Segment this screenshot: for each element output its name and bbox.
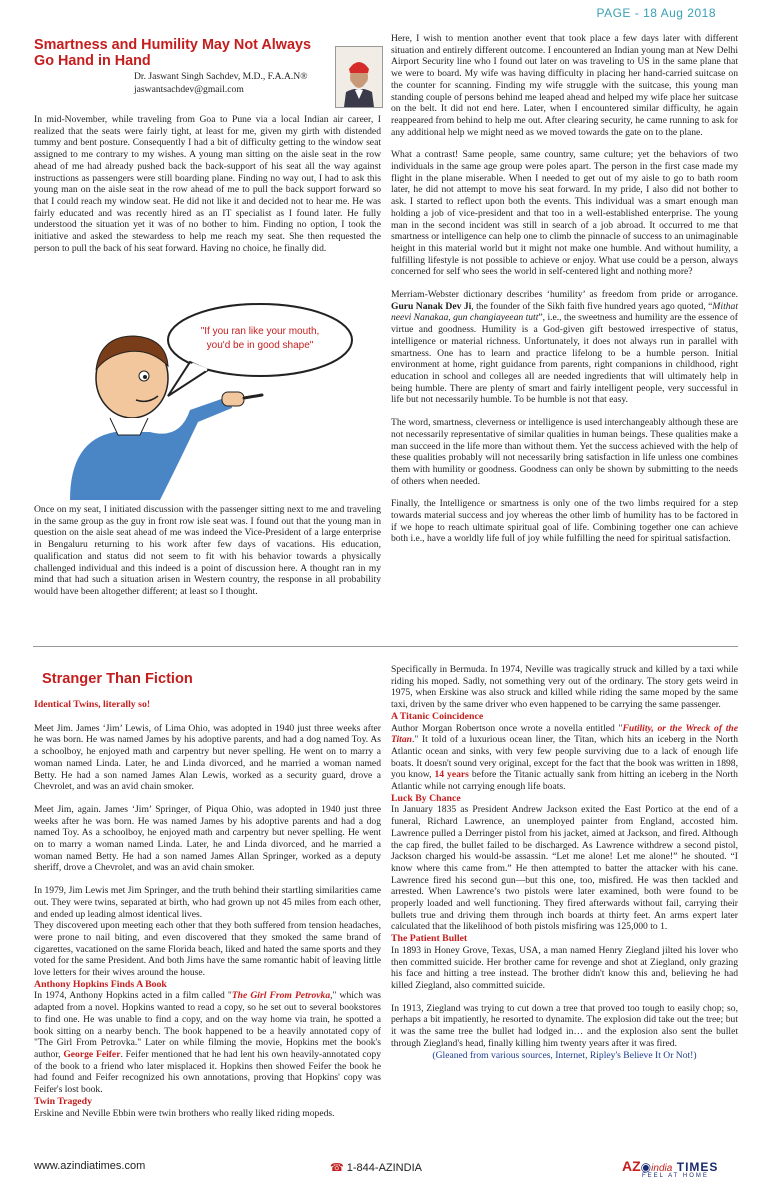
article-title-line2: Go Hand in Hand xyxy=(34,53,151,69)
paragraph: Merriam-Webster dictionary describes ‘humility’ as freedom from pride or arrogance. Guru Nanak Dev Ji, the founder of the Sikh faith five hundred years ago quoted, “Mithat neevi Nanakaa, gun changiayeean tutt”, i.e., the sweetness and humility are the essence of virtue and goodness. Humility is a God-given gift bestowed irrespective of status, intelligence or material richness. Unfortunately, it does not always run in parallel with smartness. One has to learn and practice lifelong to be a humble person. Initial environment at home, right guidance from parents, right companions in childhood, right education in school and colleges all are needed ingredients that will ultimately help in being humble. There are plenty of smart and fairly intelligent people, very successful in life but not necessarily humble. To be humble is not that easy. xyxy=(391,289,738,406)
subheading: Anthony Hopkins Finds A Book xyxy=(34,978,167,990)
footer-phone xyxy=(330,1161,422,1174)
paragraph: Specifically in Bermuda. In 1974, Neville was tragically struck and killed by a taxi while riding his moped. Sadly, not something very out of the ordinary. The story gets weird in 1975, when Erskine was also struck and killed while riding the same moped by the same taxi, driven by the same driver who even happened to be carrying the same passenger. xyxy=(391,664,738,711)
paragraph: Erskine and Neville Ebbin were twin brothers who really liked riding mopeds. xyxy=(34,1107,335,1119)
paragraph: Meet Jim, again. James ‘Jim’ Springer, of Piqua Ohio, was adopted in 1940 just three weeks after he was born. He was named James by his adoptive parents and had a dog named Toy. As a schoolboy, he enjoyed math and carpentry but never spelling. He went on to marry a woman named Linda. Later, he and Linda divorced, and he married a woman named Betty. He had a son named James Allan Springer, worked as a deputy sheriff, drove a Chevrolet, and was an avid chain smoker. xyxy=(34,803,381,874)
globe-icon: ◉ xyxy=(640,1160,652,1174)
footer-url[interactable]: www.azindiatimes.com xyxy=(34,1160,146,1172)
article-title xyxy=(34,37,334,69)
paragraph: Once on my seat, I initiated discussion with the passenger sitting next to me and traveling in the same group as the guy in front row isle seat was. I found out that the young man in question on the aisle seat ahead of me was indeed the Vice-President of a large enterprise in Bengaluru returning to his work after few days of vacations. His education, qualification and status did not seem to fit with his behavior towards a physically challenged individual and this indeed is a point of discussion here. A thought ran in my mind that had such a situation arisen in Western country, the response in all probability would have been altogether different; at least so I thought. xyxy=(34,504,381,597)
paragraph: In 1974, Anthony Hopkins acted in a film called "The Girl From Petrovka," which was adapted from a novel. Hopkins wanted to read a copy, so he set out to several bookstores to find one. He was unable to find a copy, and on the way home via train, he spotted a book sitting on a nearby bench. The book happened to be a heavily annotated copy of "The Girl From Petrovka." Later on while filming the movie, Hopkins met the book's author, George Feifer. Feifer mentioned that he had lent his own heavily-annotated copy of the book to a friend who later misplaced it. Hopkins then showed Feifer the book he had found and Feifer recognized his own annotations, proving that Hopkins' copy was Feifer's lost book. xyxy=(34,990,382,1096)
subheading: The Patient Bullet xyxy=(391,933,468,945)
guru-name: Guru Nanak Dev Ji xyxy=(391,300,472,312)
paragraph: What a contrast! Same people, same country, same culture; yet the behaviors of two individuals in the same age group were poles apart. The person in the first case made my flight in the plane miserable. When I needed to get out of my aisle to go to bath room later, he did not attempt to move his seat forward. In my pride, I also did not bother to ask. I started to reflect upon both the events. This individual was a smart enough man holding a job of vice-president and that too in a well-established enterprise. The young man in the second incident was still in search of a job abroad. It occurred to me that smartness or intelligence can help one to climb the pinnacle of success to an unimaginable height in this material world but it might not make one humble. And without humility, a fulfilling lifestyle is not possible to achieve or enjoy. What use could be a person, always concerned for self who sees the world in self-centered light and nothing more? xyxy=(391,149,738,278)
subheading: A Titanic Coincidence xyxy=(391,710,484,722)
paragraph: Finally, the Intelligence or smartness is only one of the two limbs required for a step towards material success and joy whereas the other limb of humility has to be factored in if we hope to reach ultimate spiritual goal of life. Combining together one can achieve both i.e., have a worldly life full of joy while fulfilling the need for spiritual satisfaction. xyxy=(391,498,738,545)
film-title: The Girl From Petrovka xyxy=(231,990,331,1002)
speech-line1: "If you ran like your mouth, xyxy=(200,326,320,337)
speech-line2: you'd be in good shape" xyxy=(206,340,314,351)
article1-left-top xyxy=(34,114,381,265)
phone-icon: ☎ xyxy=(330,1162,344,1174)
author-name: Dr. Jaswant Singh Sachdev, M.D., F.A.A.N® xyxy=(134,71,308,82)
paragraph: In 1979, Jim Lewis met Jim Springer, and the truth behind their startling similarities came out. They were twins, separated at birth, who had grown up not 45 miles from each other, and ended up leading almost identical lives. xyxy=(34,885,381,920)
subheading: Luck By Chance xyxy=(391,792,461,804)
page-label: PAGE - 18 Aug 2018 xyxy=(596,6,716,20)
article1-left-bottom xyxy=(34,504,381,609)
book-title: Futility, or the Wreck of the Titan xyxy=(391,722,738,746)
phone-number: 1-844-AZINDIA xyxy=(346,1162,422,1174)
author-highlight: George Feifer xyxy=(63,1048,121,1060)
years-highlight: 14 years xyxy=(434,769,469,781)
cartoon-illustration xyxy=(40,300,385,500)
subheading: Identical Twins, literally so! xyxy=(34,699,151,710)
paragraph: In 1893 in Honey Grove, Texas, USA, a man named Henry Ziegland jilted his lover who then committed suicide. Her brother came for revenge and shot at Ziegland, only grazing his face and hitting a tree instead. The brother didn't know this and, believing he had killed Ziegland, also committed suicide. xyxy=(391,944,738,991)
paragraph: Author Morgan Robertson once wrote a novella entitled "Futility, or the Wreck of the Titan." It told of a luxurious ocean liner, the Titan, which hits an iceberg in the North Atlantic ocean and sinks, with very few people surviving due to a lack of enough life boats. It doesn't sound very original, except for the fact that the book was written in 1898, you know, 14 years before the Titanic actually sank from hitting an iceberg in the North Atlantic while not carrying enough life boats. xyxy=(391,722,738,793)
author-photo xyxy=(335,46,383,108)
quote: Mithat neevi Nanakaa, gun changiayeean tutt xyxy=(391,300,738,324)
article1-right-column xyxy=(391,33,738,556)
paragraph: In mid-November, while traveling from Goa to Pune via a local Indian air career, I realized that the seats were fairly tight, at least for me, given my girth with distended tummy and bent posture. Consequently I had a bit of difficulty getting to the window seat assigned to me contrary to my wishes. A young man sitting on the aisle seat in the row ahead of me had already pushed back the back-support of his seat all the way against instructions as passengers were still boarding plane. Finding no way out, I had to ask this young man on the aisle seat in the row ahead of me to pull the back support forward so that I could reach my window seat. He did not like it and decided not to hear me. He was fairly educated and was recently hired as an IT specialist as I found later. He fully understood the situation yet it was of no bother to him. Finding no option, I took the initiative and asked the stewardess to help me reach my seat. She then requested the person to pull the back of his seat forward. Having no choice, he finally did. xyxy=(34,114,381,254)
footer-logo: AZ◉india TIMES FEEL AT HOME xyxy=(622,1158,719,1179)
paragraph: The word, smartness, cleverness or intelligence is used interchangeably although these are not necessarily representative of similar qualities in human beings. These qualities make a man succeed in the life more than without them. Yet the success achieved with the help of these qualities probably will not necessarily bring satisfaction in life unless one combines them with humility or goodness. Goodness can only be shown by submitting to the needs of others when needed. xyxy=(391,417,738,487)
paragraph: They discovered upon meeting each other that they both suffered from tension headaches, were prone to nail biting, and even discovered that they smoked the same brand of cigarettes, vacationed on the same Florida beach, liked and hated the same sports and they voted for the same President. And both Jims have the same romantic habit of leaving little love letters for their wives around the house. xyxy=(34,920,381,979)
paragraph: Here, I wish to mention another event that took place a few days later with different situation and entirely different outcome. I encountered an Indian young man at New Delhi Airport Security line who I found out later on was traveling to US in the same plane that we were to board. My wife was having difficulty in placing her hand-carried suitcase on the counter for scanning. Finding my wife struggle with the suitcase, this young man standing couple of persons behind me leaped ahead and helped my wife place her suitcase on the belt. It did not end here. Later, when I encountered similar difficulty, he again reappeared from behind to help me out. After clearing security, he came running to ask for any additional help we might need as we moved towards the gate on to the plane. xyxy=(391,33,738,138)
byline xyxy=(134,70,308,96)
article2-title: Stranger Than Fiction xyxy=(42,671,193,687)
source-credit: (Gleaned from various sources, Internet, Ripley's Believe It Or Not!) xyxy=(432,1049,697,1061)
author-email[interactable]: jaswantsachdev@gmail.com xyxy=(134,84,244,95)
subheading: Twin Tragedy xyxy=(34,1095,92,1107)
paragraph: In January 1835 as President Andrew Jackson exited the East Portico at the end of a funeral, Richard Lawrence, an unemployed painter from England, accosted him. Lawrence pulled a Derringer pistol from his jacket, aimed at Jackson, and fired. Although the cap fired, the bullet failed to be discharged. As Lawrence withdrew a second pistol, Jackson charged his would-be assassin. “Let me alone! Let me alone!” he shouted. “I know where this came from.” He then attempted to batter the attacker with his cane. Lawrence fired his second gun—but this one, too, misfired. He was then tackled and arrested. When Lawrence’s two pistols were later examined, both were found to be properly loaded and well functioning. They fired afterwards without fail, carrying their bullets true and driving them through inch boards at thirty feet. An arms expert later calculated that the likelihood of both pistols misfiring was 125,000 to 1. xyxy=(391,804,738,933)
article-title-line1: Smartness and Humility May Not Always xyxy=(34,37,311,53)
section-divider xyxy=(33,646,738,647)
paragraph: Meet Jim. James ‘Jim’ Lewis, of Lima Ohio, was adopted in 1940 just three weeks after he was born. He was named James by his adoptive parents, and had a dog named Toy. As a schoolboy, he enjoyed math and carpentry but never spelling. He went on to marry a woman named Linda. Later, he and Linda divorced, and he married a woman named Betty. He had a son named James Alan Lewis, worked as a security guard, drove a Chevrolet, and was an avid chain smoker. xyxy=(34,722,381,793)
article2-right-column xyxy=(391,664,738,1061)
paragraph: In 1913, Ziegland was trying to cut down a tree that proved too tough to easily chop; so, perhaps a bit impatiently, he resorted to dynamite. The explosion did take out the tree; but it was the same tree the bullet had lodged in… and the explosion also sent the bullet through Ziegland's head, finally killing him twenty years after it was fired. xyxy=(391,1002,738,1049)
article2-left-column xyxy=(34,699,381,1119)
